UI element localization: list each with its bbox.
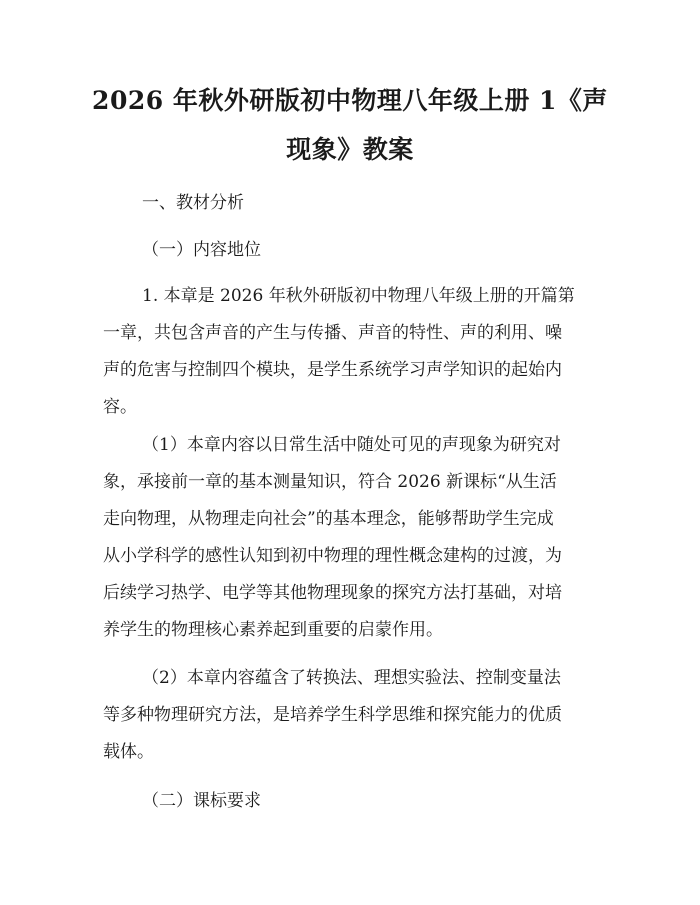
paragraph-line: 走向物理，从物理走向社会”的基本理念，能够帮助学生完成 bbox=[103, 509, 554, 529]
paragraph-line: 从小学科学的感性认知到初中物理的理性概念建构的过渡，为 bbox=[103, 546, 562, 566]
paragraph-line: 养学生的物理核心素养起到重要的启蒙作用。 bbox=[103, 620, 443, 640]
document-title-line-2: 现象》教案 bbox=[286, 135, 414, 164]
paragraph-line: 后续学习热学、电学等其他物理现象的探究方法打基础，对培 bbox=[103, 583, 562, 603]
paragraph-line: 声的危害与控制四个模块，是学生系统学习声学知识的起始内 bbox=[103, 360, 562, 380]
paragraph-line: （1）本章内容以日常生活中随处可见的声现象为研究对 bbox=[142, 435, 561, 455]
paragraph-line: 1. 本章是 2026 年秋外研版初中物理八年级上册的开篇第 bbox=[142, 286, 575, 306]
paragraph-line: 象，承接前一章的基本测量知识，符合 2026 新课标“从生活 bbox=[103, 472, 557, 492]
paragraph-line: 等多种物理研究方法，是培养学生科学思维和探究能力的优质 bbox=[103, 705, 562, 725]
section-heading-textbook-analysis: 一、教材分析 bbox=[142, 193, 244, 213]
paragraph-line: 一章，共包含声音的产生与传播、声音的特性、声的利用、噪 bbox=[103, 323, 562, 343]
document-title-line-1: 2026 年秋外研版初中物理八年级上册 1《声 bbox=[92, 86, 608, 115]
subsection-heading-content-position: （一）内容地位 bbox=[142, 240, 261, 260]
paragraph-line: （2）本章内容蕴含了转换法、理想实验法、控制变量法 bbox=[142, 668, 561, 688]
paragraph-line: 容。 bbox=[103, 397, 137, 417]
paragraph-line: 载体。 bbox=[103, 742, 154, 762]
subsection-heading-curriculum-requirements: （二）课标要求 bbox=[142, 791, 261, 811]
